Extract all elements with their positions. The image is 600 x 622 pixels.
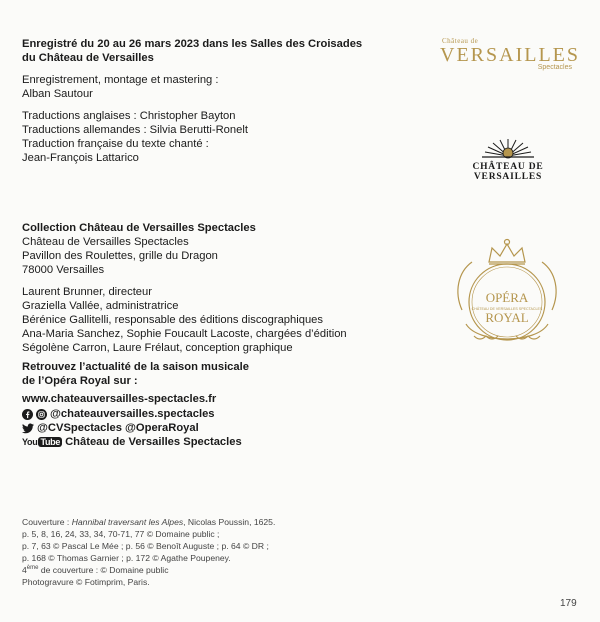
credit-back-sup: ème	[26, 565, 39, 572]
opera-small-text: CHÂTEAU DE VERSAILLES SPECTACLES	[471, 307, 543, 311]
website-link[interactable]: www.chateauversailles-spectacles.fr	[22, 393, 217, 405]
translations-french-name: Jean-François Lattarico	[22, 152, 139, 164]
credit-cover-rest: , Nicolas Poussin, 1625.	[183, 517, 276, 527]
logo-main-text: VERSAILLES	[440, 44, 580, 66]
address-line: Pavillon des Roulettes, grille du Dragon	[22, 250, 218, 262]
opera-top-text: OPÉRA	[485, 290, 529, 305]
page-number: 179	[560, 598, 577, 609]
translations-french-label: Traduction française du texte chanté :	[22, 138, 209, 150]
credit-back-rest: de couverture : © Domaine public	[38, 565, 169, 575]
credit-line: p. 7, 63 © Pascal Le Mée ; p. 56 © Benoît Auguste ; p. 64 © DR ;	[22, 541, 269, 551]
chateau-versailles-logo	[440, 136, 576, 182]
translations-english: Traductions anglaises : Christopher Bayton	[22, 110, 236, 122]
retrouvez-line-1: Retrouvez l’actualité de la saison musicale	[22, 361, 249, 373]
staff-line: Graziella Vallée, administratrice	[22, 300, 179, 312]
staff-line: Laurent Brunner, directeur	[22, 286, 152, 298]
retrouvez-line-2: de l’Opéra Royal sur :	[22, 375, 138, 387]
translations-german: Traductions allemandes : Silvia Berutti-Ronelt	[22, 124, 248, 136]
collection-title: Collection Château de Versailles Spectacles	[22, 222, 256, 234]
twitter-icon	[22, 423, 34, 434]
recording-line-1: Enregistré du 20 au 26 mars 2023 dans les Salles des Croisades	[22, 38, 363, 50]
versailles-spectacles-logo	[440, 37, 580, 71]
social-facebook-instagram[interactable]	[22, 407, 215, 421]
recording-line-2: du Château de Versailles	[22, 52, 154, 64]
social-handle: Château de Versailles Spectacles	[65, 436, 242, 448]
credit-line: p. 5, 8, 16, 24, 33, 34, 70-71, 77 © Domaine public ;	[22, 529, 220, 539]
logo-top-text: Château de	[442, 37, 479, 45]
social-youtube[interactable]	[22, 435, 242, 449]
address-line: Château de Versailles Spectacles	[22, 236, 189, 248]
social-handle: @chateauversailles.spectacles	[50, 408, 215, 420]
credit-line: Photogravure © Fotimprim, Paris.	[22, 577, 150, 587]
credit-back-num: 4	[22, 565, 27, 575]
staff-line: Ana-Maria Sanchez, Sophie Foucault Lacoste, chargées d’édition	[22, 328, 347, 340]
social-twitter[interactable]	[22, 421, 199, 435]
credit-line: p. 168 © Thomas Garnier ; p. 172 © Agathe Poupeney.	[22, 553, 231, 563]
youtube-logo-you: You	[22, 437, 38, 447]
staff-line: Ségolène Carron, Laure Frélaut, conception graphique	[22, 342, 293, 354]
mastering-label: Enregistrement, montage et mastering :	[22, 74, 219, 86]
address-line: 78000 Versailles	[22, 264, 105, 276]
credit-cover-label: Couverture :	[22, 517, 70, 527]
facebook-icon	[22, 409, 33, 420]
social-handle: @CVSpectacles @OperaRoyal	[37, 422, 199, 434]
opera-royal-emblem	[444, 232, 570, 358]
opera-royal-logo	[444, 232, 570, 358]
logo-word: CHÂTEAU DE VERSAILLES	[472, 162, 544, 182]
youtube-icon	[22, 437, 62, 447]
youtube-logo-tube: Tube	[40, 437, 61, 447]
credit-cover	[22, 517, 275, 529]
instagram-icon	[36, 409, 47, 420]
credit-cover-title: Hannibal traversant les Alpes	[71, 517, 184, 527]
mastering-name: Alban Sautour	[22, 88, 93, 100]
sun-emblem-icon	[440, 136, 576, 164]
credit-back-cover	[22, 565, 169, 577]
logo-sub-text: Spectacles	[537, 64, 572, 71]
staff-line: Bérénice Gallitelli, responsable des éditions discographiques	[22, 314, 323, 326]
opera-bottom-text: ROYAL	[485, 310, 529, 325]
